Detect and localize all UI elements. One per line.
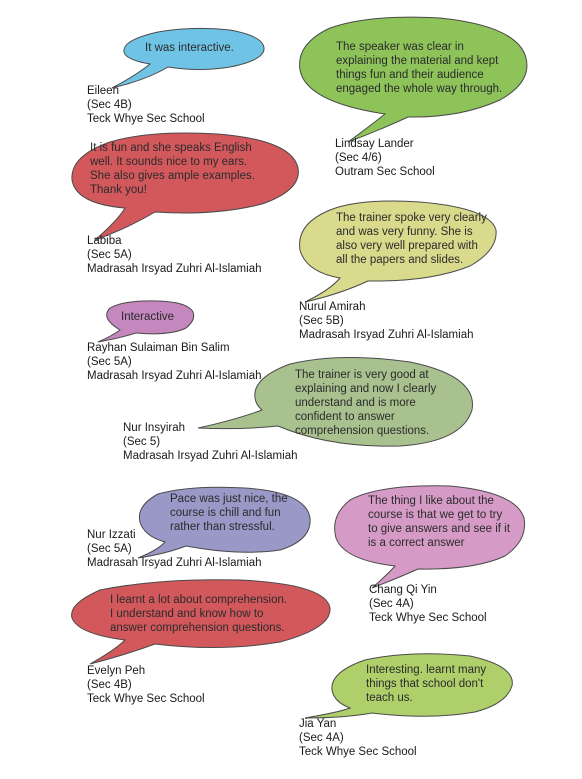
student-school: Teck Whye Sec School: [369, 612, 487, 624]
quote-text-insyirah: The trainer is very good at explaining and now I clearly understand and is more confident to answer comprehension questions.: [295, 369, 437, 437]
quote-text-nurul: The trainer spoke very clearly and was very funny. She is also very well prepared with all the papers and slides.: [336, 212, 487, 266]
attribution-rayhan: [87, 341, 261, 383]
student-school: Madrasah Irsyad Zuhri Al-Islamiah: [299, 329, 474, 341]
student-class: (Sec 5B): [299, 315, 344, 327]
student-class: (Sec 5A): [87, 356, 132, 368]
quote-text-eileen: It was interactive.: [145, 42, 234, 54]
student-name: Jia Yan: [299, 718, 337, 730]
student-name: Chang Qi Yin: [369, 584, 437, 596]
attribution-labiba: [87, 234, 261, 276]
student-class: (Sec 4A): [369, 598, 414, 610]
student-school: Outram Sec School: [335, 166, 435, 178]
student-school: Teck Whye Sec School: [87, 693, 205, 705]
attribution-eileen: [87, 84, 205, 126]
student-name: Nur Izzati: [87, 529, 136, 541]
student-class: (Sec 5A): [87, 249, 132, 261]
attribution-evelyn: [87, 664, 205, 706]
student-class: (Sec 5): [123, 436, 161, 448]
quote-text-izzati: Pace was just nice, the course is chill and fun rather than stressful.: [170, 493, 288, 533]
student-name: Rayhan Sulaiman Bin Salim: [87, 342, 230, 354]
attribution-lindsay: [335, 137, 435, 179]
student-name: Labiba: [87, 235, 122, 247]
student-name: Nur Insyirah: [123, 422, 185, 434]
student-class: (Sec 4B): [87, 679, 132, 691]
quote-text-labiba: It is fun and she speaks English well. It sounds nice to my ears. She also gives ample examples. Thank you!: [90, 142, 255, 196]
attribution-changqiyin: [369, 583, 487, 625]
attribution-jiayan: [299, 717, 417, 759]
quote-text-jiayan: Interesting. learnt many things that school don't teach us.: [366, 664, 487, 704]
quote-text-lindsay: The speaker was clear in explaining the material and kept things fun and their audience engaged the whole way through.: [336, 41, 503, 95]
student-class: (Sec 4A): [299, 732, 344, 744]
quote-text-changqiyin: The thing I like about the course is that we get to try to give answers and see if it is a correct answer: [368, 495, 510, 549]
student-school: Teck Whye Sec School: [87, 113, 205, 125]
student-school: Teck Whye Sec School: [299, 746, 417, 758]
student-class: (Sec 5A): [87, 543, 132, 555]
student-school: Madrasah Irsyad Zuhri Al-Islamiah: [87, 263, 262, 275]
speech-bubble-eileen: [112, 28, 264, 88]
student-name: Lindsay Lander: [335, 138, 414, 150]
student-name: Nurul Amirah: [299, 301, 366, 313]
student-school: Madrasah Irsyad Zuhri Al-Islamiah: [123, 450, 298, 462]
quote-text-rayhan: Interactive: [121, 311, 175, 323]
student-name: Evelyn Peh: [87, 665, 146, 677]
bubble-shape: [112, 28, 264, 88]
attribution-insyirah: [123, 421, 297, 463]
attribution-nurul: [299, 300, 473, 342]
attribution-izzati: [87, 528, 261, 570]
student-school: Madrasah Irsyad Zuhri Al-Islamiah: [87, 370, 262, 382]
student-class: (Sec 4B): [87, 99, 132, 111]
quote-text-evelyn: I learnt a lot about comprehension. I understand and know how to answer comprehension questions.: [110, 594, 288, 634]
student-name: Eileen: [87, 85, 119, 97]
student-class: (Sec 4/6): [335, 152, 382, 164]
student-school: Madrasah Irsyad Zuhri Al-Islamiah: [87, 557, 262, 569]
